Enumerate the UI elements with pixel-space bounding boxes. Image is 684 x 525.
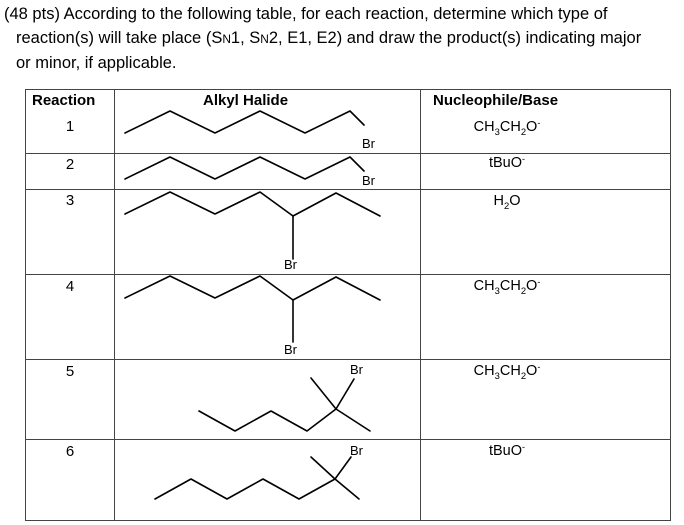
question-line-1: (48 pts) According to the following table, for each reaction, determine which type of <box>4 5 608 23</box>
question-line-2: reaction(s) will take place (SN1, SN2, E1, E2) and draw the product(s) indicating major <box>16 29 642 47</box>
nucleophile-3: $H_2O$ <box>493 193 521 211</box>
header-alkyl-halide: Alkyl Halide <box>203 92 289 109</box>
reaction-number-4: 4 <box>65 278 75 295</box>
alkyl-halide-structure-3 <box>125 192 380 259</box>
alkyl-halide-structure-1 <box>125 111 364 133</box>
bromine-label-3: Br <box>284 257 297 272</box>
bromine-label-5: Br <box>350 362 363 377</box>
reaction-number-2: 2 <box>65 156 75 173</box>
alkyl-halide-structure-5 <box>199 378 370 431</box>
reaction-number-5: 5 <box>65 363 75 380</box>
nucleophile-1: $CH_3CH_2O^-$ <box>473 118 541 137</box>
reaction-number-6: 6 <box>65 443 75 460</box>
bromine-label-4: Br <box>284 342 297 357</box>
nucleophile-6: tBuO- <box>488 442 526 459</box>
alkyl-halide-structure-2 <box>125 157 364 179</box>
nucleophile-4: $CH_3CH_2O^-$ <box>473 277 541 296</box>
nucleophile-2: tBuO- <box>488 154 526 171</box>
bromine-label-2: Br <box>362 173 375 188</box>
header-reaction: Reaction <box>32 92 96 109</box>
question-text <box>0 2 684 75</box>
reaction-number-1: 1 <box>65 118 75 135</box>
alkyl-halide-structure-6 <box>155 457 359 499</box>
bromine-label-1: Br <box>362 136 375 151</box>
bromine-label-6: Br <box>350 443 363 458</box>
alkyl-halide-structure-4 <box>125 276 380 342</box>
header-nucleophile-base: Nucleophile/Base <box>433 92 559 109</box>
question-line-3: or minor, if applicable. <box>16 54 177 72</box>
nucleophile-5: $CH_3CH_2O^-$ <box>473 362 541 381</box>
reaction-number-3: 3 <box>65 192 75 209</box>
reaction-table <box>25 89 671 521</box>
